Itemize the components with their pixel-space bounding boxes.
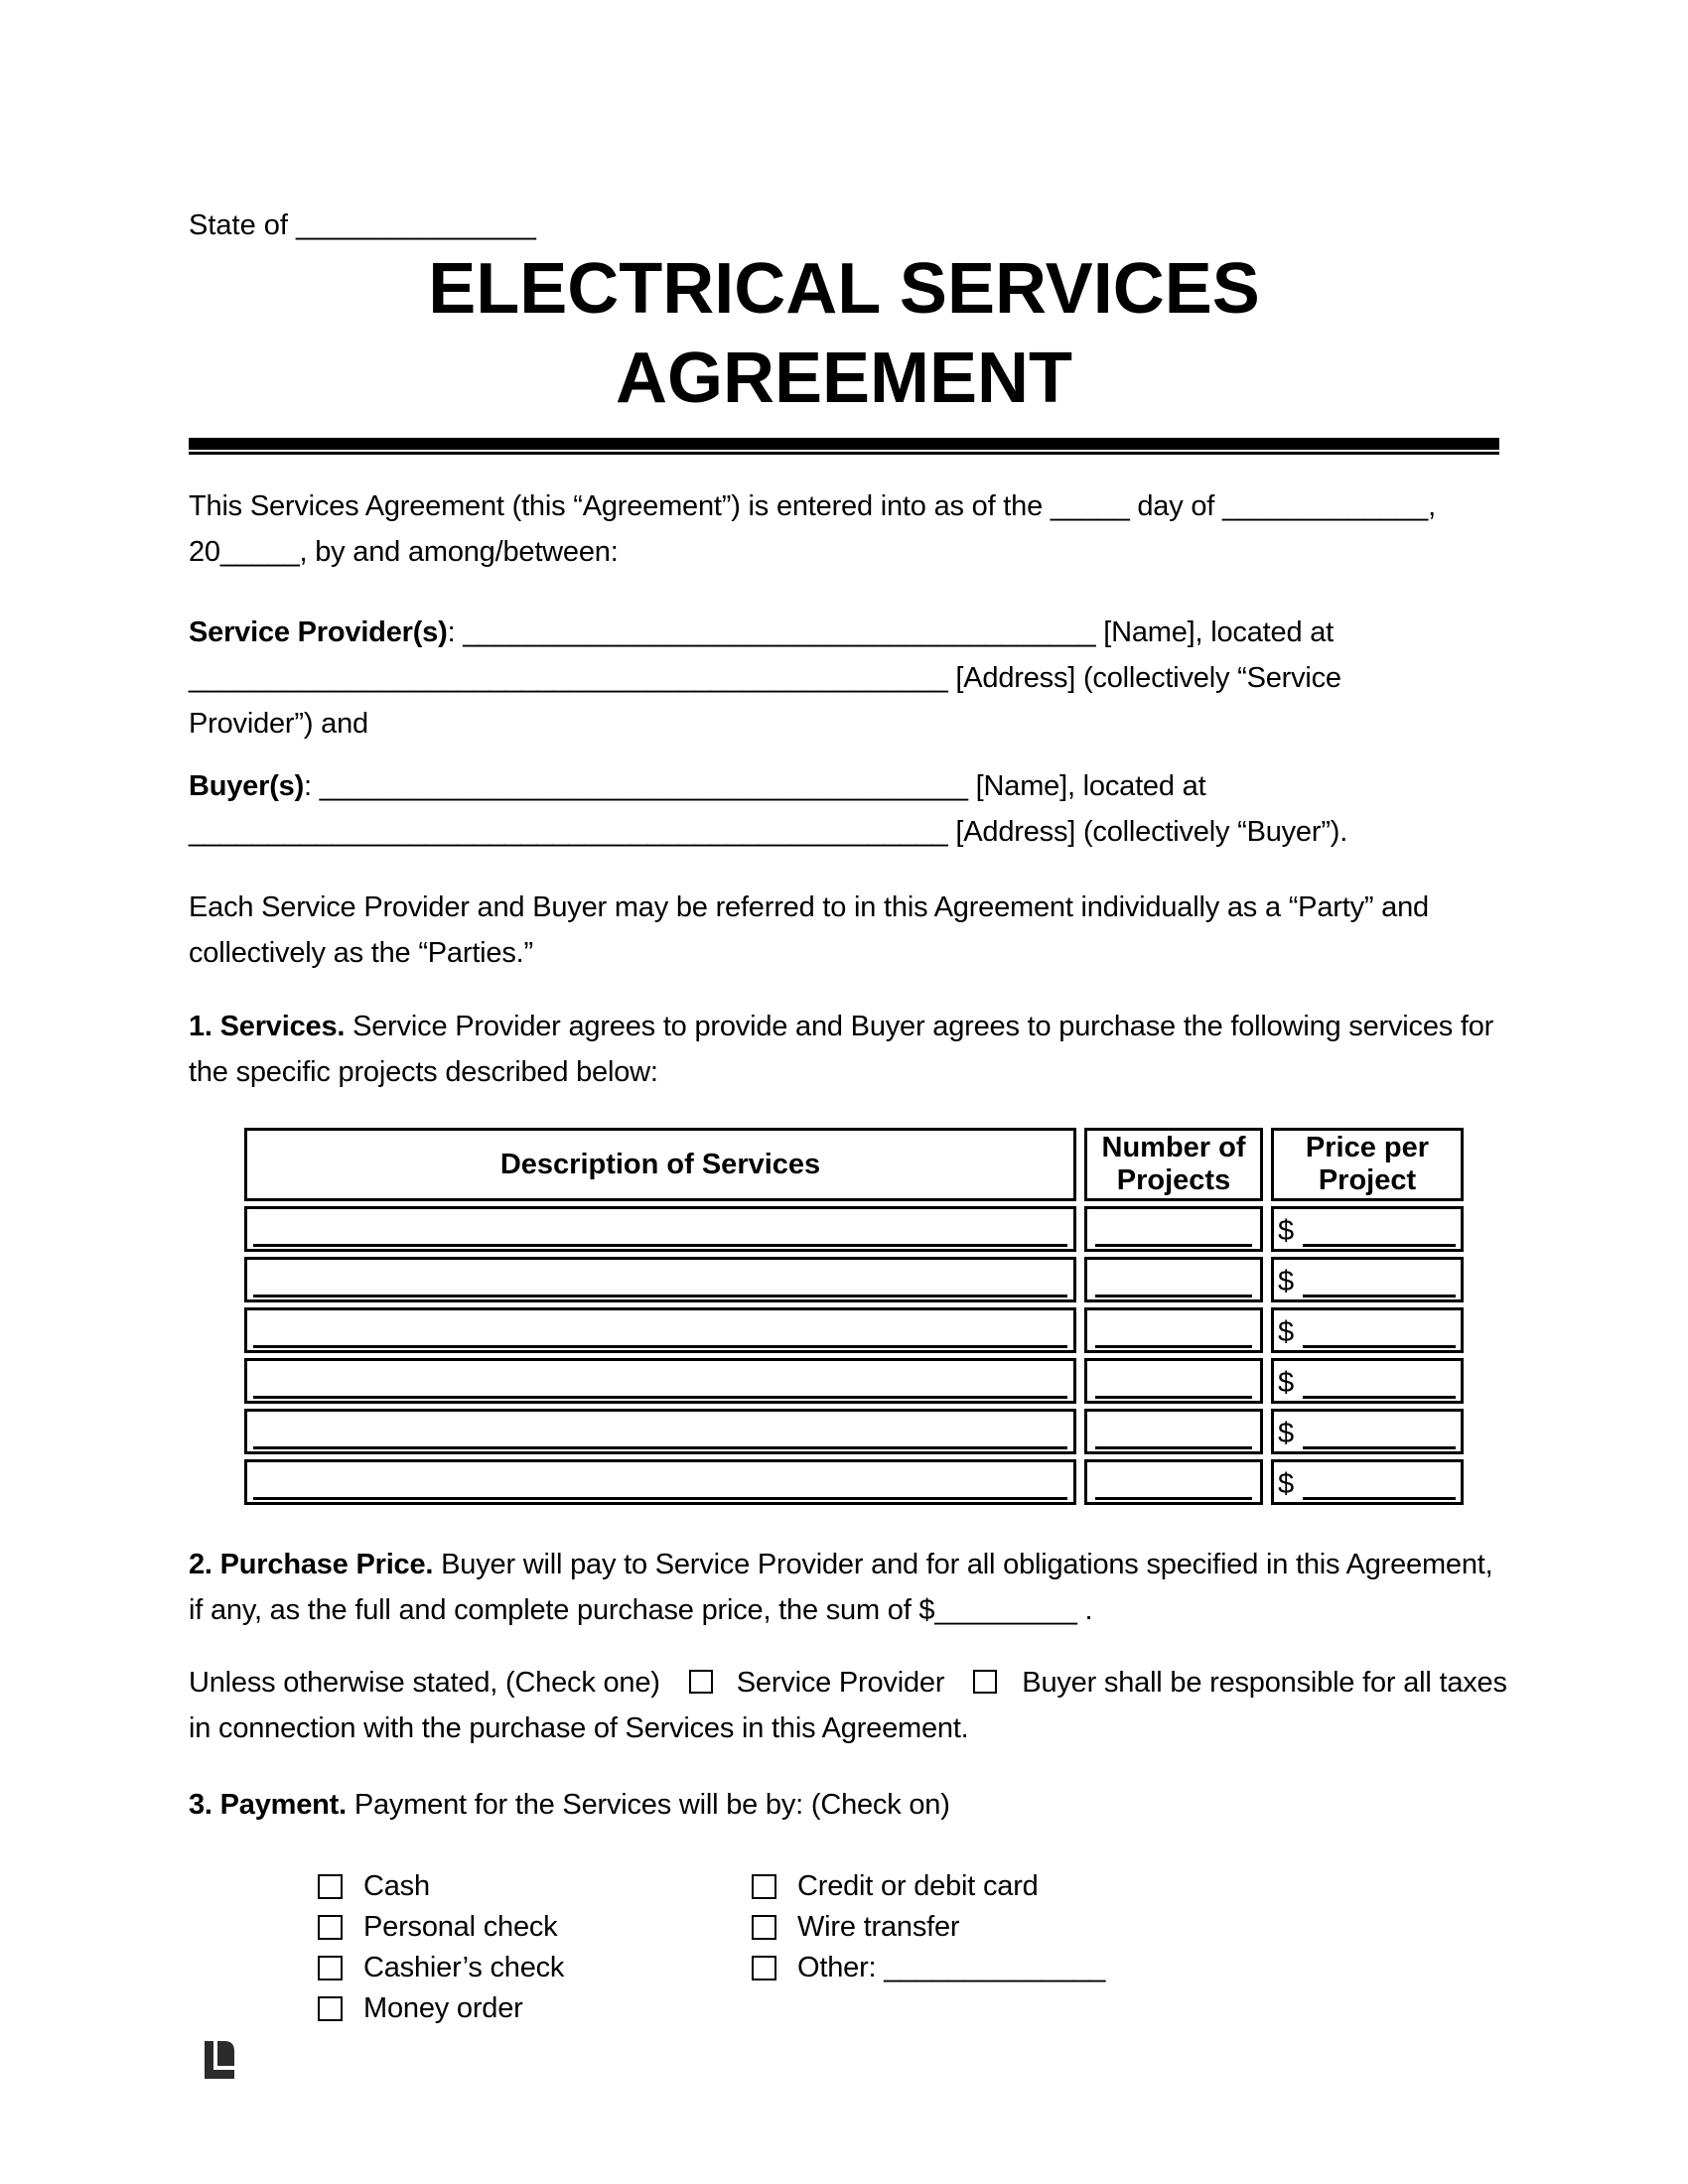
cash-checkbox[interactable]	[318, 1874, 343, 1899]
payment-options-right-column	[752, 1866, 1105, 2029]
price-blank-line	[1303, 1295, 1456, 1297]
parties-line-2: collectively as the “Parties.”	[189, 937, 533, 969]
intro-line-2: 20_____, by and among/between:	[189, 536, 619, 568]
tax-responsibility-paragraph	[189, 1660, 1507, 1751]
dollar-sign: $	[1278, 1367, 1295, 1399]
payment-option-personal-check	[318, 1907, 752, 1948]
payment-option-credit-card	[752, 1866, 1105, 1907]
price-blank-line	[1303, 1244, 1456, 1247]
service-provider-line-1	[189, 610, 1499, 655]
table-row	[244, 1358, 1464, 1404]
other-label: Other: ______________	[797, 1952, 1106, 1983]
money-order-label: Money order	[363, 1992, 523, 2024]
price-cell	[1271, 1257, 1464, 1302]
price-cell	[1271, 1358, 1464, 1404]
dollar-sign: $	[1278, 1418, 1295, 1449]
service-provider-block	[189, 610, 1499, 747]
description-cell	[244, 1307, 1076, 1353]
parties-line-1: Each Service Provider and Buyer may be referred to in this Agreement individually as a “Party” and	[189, 891, 1429, 923]
section-3-label: 3. Payment.	[189, 1789, 347, 1821]
section-3-text: Payment for the Services will be by: (Check on)	[347, 1789, 950, 1821]
description-cell	[244, 1206, 1076, 1252]
projects-blank-line	[1095, 1497, 1252, 1500]
price-cell	[1271, 1409, 1464, 1454]
projects-blank-line	[1095, 1345, 1252, 1348]
services-table-header-row	[244, 1128, 1464, 1201]
description-cell	[244, 1409, 1076, 1454]
cashiers-check-checkbox[interactable]	[318, 1956, 343, 1980]
header-description-of-services: Description of Services	[244, 1128, 1076, 1201]
personal-check-label: Personal check	[363, 1911, 558, 1943]
parties-paragraph	[189, 885, 1499, 976]
header-number-of-projects: Number of Projects	[1084, 1128, 1263, 1201]
title-line-2: AGREEMENT	[615, 339, 1073, 418]
projects-blank-line	[1095, 1446, 1252, 1449]
table-row	[244, 1257, 1464, 1302]
price-blank-line	[1303, 1446, 1456, 1449]
tax-line-2: in connection with the purchase of Services in this Agreement.	[189, 1712, 969, 1744]
payment-option-other	[752, 1948, 1105, 1988]
number-of-projects-cell	[1084, 1358, 1263, 1404]
section-1-text: Service Provider agrees to provide and Buyer agrees to purchase the following services for	[345, 1011, 1494, 1042]
table-row	[244, 1206, 1464, 1252]
description-blank-line	[253, 1446, 1067, 1449]
description-cell	[244, 1257, 1076, 1302]
cashiers-check-label: Cashier’s check	[363, 1952, 565, 1983]
price-cell	[1271, 1206, 1464, 1252]
tax-option-service-provider: Service Provider	[736, 1667, 945, 1699]
header-price-per-project: Price per Project	[1271, 1128, 1464, 1201]
projects-blank-line	[1095, 1244, 1252, 1247]
projects-blank-line	[1095, 1396, 1252, 1399]
intro-line-1: This Services Agreement (this “Agreement”) is entered into as of the _____ day of _____________,	[189, 490, 1436, 522]
buyer-line-2: ________________________________________________ [Address] (collectively “Buyer”).	[189, 816, 1348, 848]
section-1-line-1	[189, 1004, 1499, 1049]
tax-option-buyer: Buyer shall be responsible for all taxes	[1022, 1667, 1507, 1699]
number-of-projects-cell	[1084, 1307, 1263, 1353]
services-table	[236, 1123, 1472, 1510]
table-row	[244, 1459, 1464, 1505]
section-2-text: Buyer will pay to Service Provider and for all obligations specified in this Agreement,	[433, 1549, 1493, 1580]
section-1-services	[189, 1004, 1499, 1095]
section-1-line-2: the specific projects described below:	[189, 1056, 658, 1088]
payment-option-money-order	[318, 1988, 752, 2029]
title-line-1: ELECTRICAL SERVICES	[428, 249, 1260, 329]
description-blank-line	[253, 1396, 1067, 1399]
payment-options	[318, 1866, 1499, 2029]
section-3-payment	[189, 1782, 1499, 1828]
tax-prefix: Unless otherwise stated, (Check one)	[189, 1667, 660, 1699]
buyer-line-1	[189, 763, 1499, 809]
dollar-sign: $	[1278, 1468, 1295, 1500]
intro-paragraph	[189, 483, 1499, 575]
description-cell	[244, 1459, 1076, 1505]
dollar-sign: $	[1278, 1215, 1295, 1247]
cash-label: Cash	[363, 1870, 430, 1902]
other-checkbox[interactable]	[752, 1956, 776, 1980]
number-of-projects-cell	[1084, 1257, 1263, 1302]
number-of-projects-cell	[1084, 1206, 1263, 1252]
money-order-checkbox[interactable]	[318, 1996, 343, 2021]
buyer-label: Buyer(s)	[189, 770, 305, 802]
tax-line-1	[189, 1660, 1507, 1706]
section-2-line-2: if any, as the full and complete purchase price, the sum of $_________ .	[189, 1594, 1093, 1626]
payment-option-cashiers-check	[318, 1948, 752, 1988]
price-blank-line	[1303, 1497, 1456, 1500]
legal-templates-logo-icon	[198, 2038, 241, 2084]
section-1-label: 1. Services.	[189, 1011, 346, 1042]
service-provider-label: Service Provider(s)	[189, 616, 448, 648]
description-blank-line	[253, 1295, 1067, 1297]
number-of-projects-cell	[1084, 1459, 1263, 1505]
credit-card-label: Credit or debit card	[797, 1870, 1039, 1902]
description-blank-line	[253, 1345, 1067, 1348]
personal-check-checkbox[interactable]	[318, 1915, 343, 1940]
description-cell	[244, 1358, 1076, 1404]
service-provider-line-2: ________________________________________________ [Address] (collectively “Service	[189, 662, 1341, 694]
table-row	[244, 1409, 1464, 1454]
projects-blank-line	[1095, 1295, 1252, 1297]
buyer-block	[189, 763, 1499, 855]
section-2-line-1	[189, 1542, 1499, 1587]
price-blank-line	[1303, 1345, 1456, 1348]
price-blank-line	[1303, 1396, 1456, 1399]
service-provider-line-3: Provider”) and	[189, 708, 368, 740]
dollar-sign: $	[1278, 1316, 1295, 1348]
payment-option-cash	[318, 1866, 752, 1907]
table-row	[244, 1307, 1464, 1353]
wire-transfer-checkbox[interactable]	[752, 1915, 776, 1940]
section-3-line-1	[189, 1782, 1499, 1828]
description-blank-line	[253, 1244, 1067, 1247]
service-provider-name-blank: : ________________________________________ [Name], located at	[447, 616, 1335, 648]
price-cell	[1271, 1459, 1464, 1505]
buyer-name-blank: : _________________________________________ [Name], located at	[304, 770, 1206, 802]
section-2-purchase-price	[189, 1542, 1499, 1633]
description-blank-line	[253, 1497, 1067, 1500]
title-divider-rule	[189, 438, 1499, 455]
dollar-sign: $	[1278, 1266, 1295, 1297]
document-title	[189, 244, 1499, 423]
buyer-tax-checkbox[interactable]	[973, 1670, 997, 1694]
payment-options-left-column	[318, 1866, 752, 2029]
service-provider-tax-checkbox[interactable]	[689, 1670, 713, 1694]
credit-card-checkbox[interactable]	[752, 1874, 776, 1899]
state-of-line: State of _______________	[189, 209, 536, 241]
wire-transfer-label: Wire transfer	[797, 1911, 960, 1943]
price-cell	[1271, 1307, 1464, 1353]
number-of-projects-cell	[1084, 1409, 1263, 1454]
section-2-label: 2. Purchase Price.	[189, 1549, 434, 1580]
payment-option-wire-transfer	[752, 1907, 1105, 1948]
